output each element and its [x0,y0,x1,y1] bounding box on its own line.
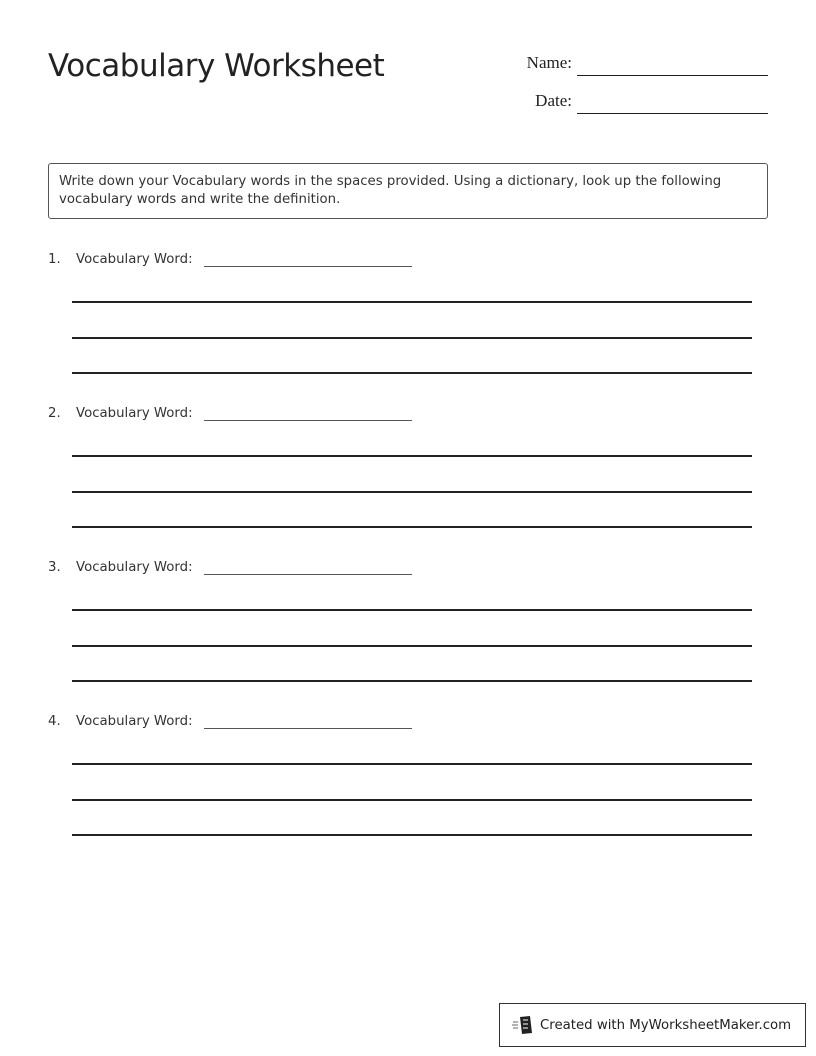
question-label: Vocabulary Word: [76,560,193,575]
question-1 [48,252,758,382]
date-field[interactable] [480,91,770,115]
question-number: 3. [48,560,61,575]
instructions-box: Write down your Vocabulary words in the spaces provided. Using a dictionary, look up the following vocabulary words and write the definition. [48,163,768,219]
definition-line[interactable] [72,763,752,765]
definition-line[interactable] [72,645,752,647]
footer-text: Created with MyWorksheetMaker.com [540,1017,792,1033]
page-title: Vocabulary Worksheet [48,48,385,84]
word-blank[interactable] [204,574,412,575]
question-label: Vocabulary Word: [76,252,193,267]
definition-line[interactable] [72,337,752,339]
word-blank[interactable] [204,420,412,421]
definition-line[interactable] [72,680,752,682]
name-line[interactable] [577,75,768,76]
definition-line[interactable] [72,301,752,303]
question-2 [48,406,758,536]
name-label: Name: [526,53,572,72]
date-line[interactable] [577,113,768,114]
question-4 [48,714,758,844]
footer-badge [499,1003,806,1047]
question-number: 4. [48,714,61,729]
worksheet-maker-logo-icon [512,1014,534,1036]
question-label: Vocabulary Word: [76,714,193,729]
question-number: 2. [48,406,61,421]
name-field[interactable] [480,53,770,77]
definition-line[interactable] [72,526,752,528]
word-blank[interactable] [204,728,412,729]
date-label: Date: [535,91,572,110]
definition-line[interactable] [72,372,752,374]
word-blank[interactable] [204,266,412,267]
definition-line[interactable] [72,609,752,611]
definition-line[interactable] [72,455,752,457]
definition-line[interactable] [72,799,752,801]
question-number: 1. [48,252,61,267]
definition-line[interactable] [72,834,752,836]
question-3 [48,560,758,690]
definition-line[interactable] [72,491,752,493]
question-label: Vocabulary Word: [76,406,193,421]
